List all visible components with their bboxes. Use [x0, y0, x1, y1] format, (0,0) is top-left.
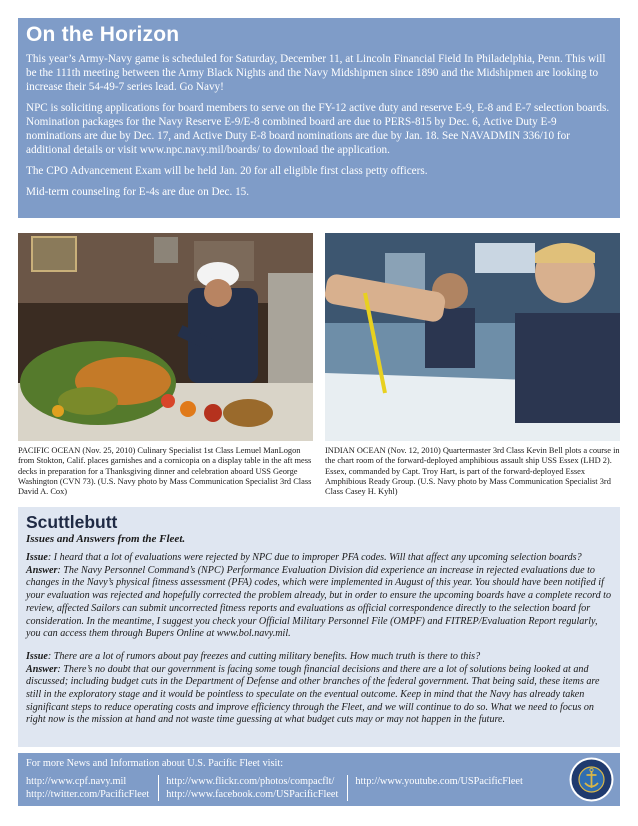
qa-item: [26, 552, 612, 641]
footer-links-panel: [18, 753, 620, 806]
horizon-paragraph-npc-boards: NPC is soliciting applications for board members to serve on the FY-12 active duty and reserve E-9, E-8 and E-7 selection boards. Nomination packages for the Navy Reserve E-9/E-8 combined board are due to PERS-815 by Dec. 6, Active Duty E-9 nominations are due by Dec. 17, and Active Duty E-8 board nominations are due by Jan. 18. See NAVADMIN 336/10 for additional details or visit www.npc.navy.mil/boards/ to download the application.: [26, 102, 610, 156]
footer-title: For more News and Information about U.S. Pacific Fleet visit:: [26, 758, 284, 769]
issue-label: Issue: [26, 650, 48, 662]
answer-text: : There’s no doubt that our government is facing some tough financial decisions and there are a lot of solutions being looked at and discussed; including budget cuts in the Department of Defense and other branches of the federal government. That being said, these items are still in the exploratory stage and it would be pointless to speculate on the eventual outcome. Keep in mind that the Navy has already taken significant steps to reduce operating costs and improve efficiency through the Fleet, and we will continue to do so. What we need to focus on right now is the mission at hand and not waste time guessing at what budget cuts may or may not happen in the future.: [26, 663, 600, 726]
horizon-paragraph-cpo-exam: The CPO Advancement Exam will be held Jan. 20 for all eligible first class petty officers.: [26, 165, 428, 177]
scuttlebutt-panel: [18, 507, 620, 747]
left-photo-caption: PACIFIC OCEAN (Nov. 25, 2010) Culinary Specialist 1st Class Lemuel ManLogon from Stokton, Calif. places garnishes and a cornicopia on a display table in the aft mess decks in preparation for a Thanksgiving dinner and celebration aboard USS George Washington (CVN 73). (U.S. Navy photo by Mass Communication Specialist 3rd Class David A. Cox): [18, 446, 312, 497]
issue-label: Issue: [26, 552, 48, 563]
thanksgiving-photo: [18, 233, 313, 441]
footer-link-column: [347, 775, 532, 801]
horizon-paragraph-mid-term: Mid-term counseling for E-4s are due on Dec. 15.: [26, 186, 250, 198]
footer-link-column: [158, 775, 347, 801]
answer-label: Answer: [26, 663, 58, 675]
pacific-fleet-seal-icon: [569, 757, 614, 802]
qa-item: [26, 651, 612, 727]
chart-room-photo: [325, 233, 620, 441]
cpf-link[interactable]: http://www.cpf.navy.mil: [26, 776, 127, 787]
footer-link-column: [26, 775, 158, 801]
scuttlebutt-title: Scuttlebutt: [26, 512, 118, 532]
issue-text: : There are a lot of rumors about pay freezes and cutting military benefits. How much truth is there to this?: [47, 650, 481, 662]
twitter-link[interactable]: http://twitter.com/PacificFleet: [26, 789, 150, 800]
youtube-link[interactable]: http://www.youtube.com/USPacificFleet: [355, 776, 523, 787]
facebook-link[interactable]: http://www.facebook.com/USPacificFleet: [166, 789, 339, 800]
scuttlebutt-subtitle: Issues and Answers from the Fleet.: [26, 533, 186, 545]
answer-text: : The Navy Personnel Command’s (NPC) Performance Evaluation Division did experience an increase in rejected evaluations due to changes in the Navy’s physical fitness assessment (PFA) codes, which were implemented in August of this year. You should have been notified if your evaluation was rejected and hopefully corrected the problem already, but in order to ensure the upcoming boards have a complete record to review, affected Sailors can submit uncorrected fitness reports and evaluations as official correspondence directly to the selection board for consideration. In the meantime, I suggest you check your Official Military Personnel File (OMPF) and FITREP/Evaluation Report regularly, you can access them through Bupers Online at www.bol.navy.mil.: [26, 564, 612, 640]
footer-link-columns: [26, 775, 612, 801]
answer-label: Answer: [26, 564, 58, 576]
horizon-title: On the Horizon: [26, 23, 180, 46]
horizon-paragraph-army-navy: This year’s Army-Navy game is scheduled for Saturday, December 11, at Lincoln Financial Field In Philadelphia, Penn. This will be the 111th meeting between the Army Black Nights and the Navy Midshipmen since 1890 and the Midshipmen are looking to increase their 54-49-7 series lead. Go Navy!: [26, 53, 606, 93]
right-photo-caption: INDIAN OCEAN (Nov. 12, 2010) Quartermaster 3rd Class Kevin Bell plots a course in the chart room of the forward-deployed amphibious assault ship USS Essex (LHD 2). Essex, commanded by Capt. Troy Hart, is part of the forward-deployed Essex Amphibious Ready Group. (U.S. Navy photo by Mass Communication Specialist 3rd Class Casey H. Kyhl): [325, 446, 620, 497]
on-the-horizon-panel: [18, 18, 620, 218]
flickr-link[interactable]: http://www.flickr.com/photos/compacflt/: [166, 776, 335, 787]
issue-text: : I heard that a lot of evaluations were rejected by NPC due to improper PFA codes. Will that affect any upcoming selection boards?: [47, 552, 582, 563]
